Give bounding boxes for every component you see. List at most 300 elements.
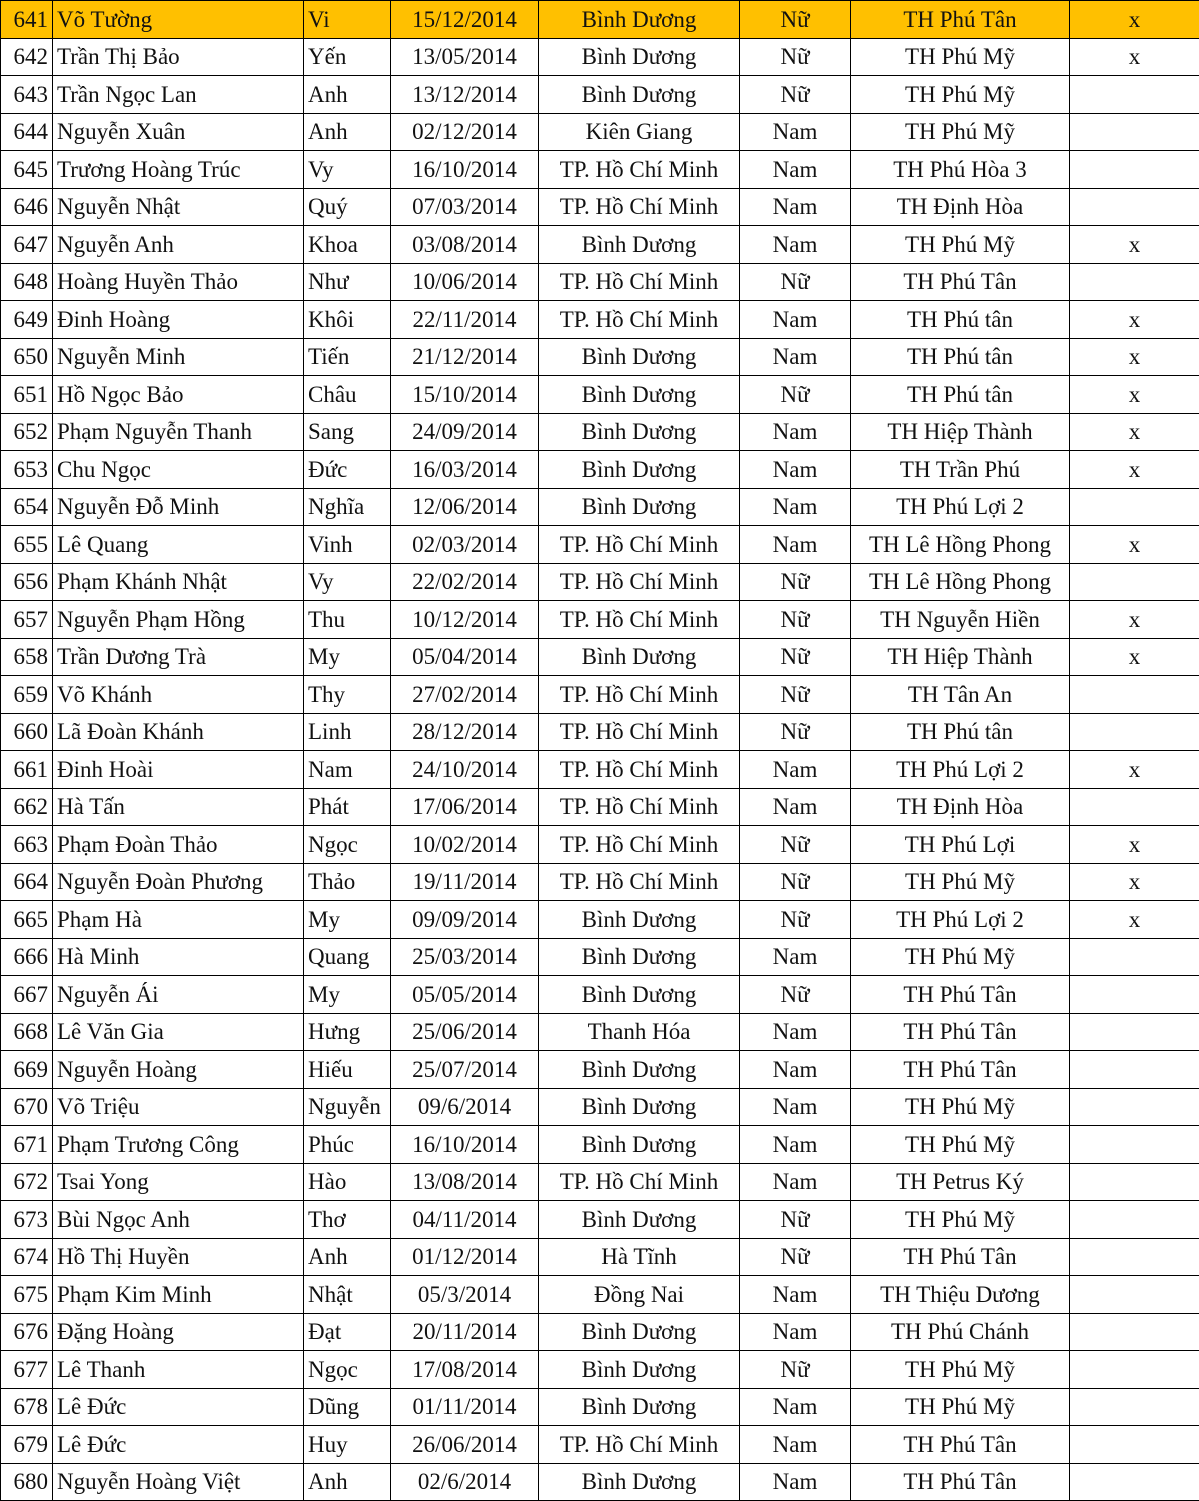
gender-cell[interactable]: Nam <box>740 1088 851 1126</box>
school-cell[interactable]: TH Phú Mỹ <box>851 1201 1070 1239</box>
surname-cell[interactable]: Lê Đức <box>53 1426 304 1464</box>
mark-cell[interactable] <box>1070 1126 1199 1164</box>
surname-cell[interactable]: Chu Ngọc <box>53 451 304 489</box>
birth-date-cell[interactable]: 16/10/2014 <box>391 151 539 189</box>
school-cell[interactable]: TH Phú Mỹ <box>851 113 1070 151</box>
row-number-cell[interactable]: 643 <box>1 76 53 114</box>
table-row[interactable] <box>1 901 1199 939</box>
given-name-cell[interactable]: My <box>304 638 391 676</box>
school-cell[interactable]: TH Phú Lợi 2 <box>851 488 1070 526</box>
gender-cell[interactable]: Nữ <box>740 376 851 414</box>
birth-date-cell[interactable]: 13/05/2014 <box>391 38 539 76</box>
birth-date-cell[interactable]: 09/6/2014 <box>391 1088 539 1126</box>
row-number-cell[interactable]: 658 <box>1 638 53 676</box>
gender-cell[interactable]: Nam <box>740 301 851 339</box>
row-number-cell[interactable]: 673 <box>1 1201 53 1239</box>
school-cell[interactable]: TH Phú Tân <box>851 1426 1070 1464</box>
surname-cell[interactable]: Hồ Thị Huyền <box>53 1238 304 1276</box>
school-cell[interactable]: TH Nguyễn Hiền <box>851 601 1070 639</box>
school-cell[interactable]: TH Phú Mỹ <box>851 1088 1070 1126</box>
birth-date-cell[interactable]: 02/03/2014 <box>391 526 539 564</box>
table-row[interactable] <box>1 1013 1199 1051</box>
gender-cell[interactable]: Nữ <box>740 826 851 864</box>
surname-cell[interactable]: Lê Đức <box>53 1388 304 1426</box>
given-name-cell[interactable]: Nhật <box>304 1276 391 1314</box>
table-row[interactable] <box>1 38 1199 76</box>
school-cell[interactable]: TH Phú Tân <box>851 1 1070 39</box>
school-cell[interactable]: TH Định Hòa <box>851 788 1070 826</box>
birth-date-cell[interactable]: 19/11/2014 <box>391 863 539 901</box>
given-name-cell[interactable]: My <box>304 901 391 939</box>
school-cell[interactable]: TH Phú Mỹ <box>851 76 1070 114</box>
birth-date-cell[interactable]: 02/6/2014 <box>391 1463 539 1501</box>
gender-cell[interactable]: Nữ <box>740 976 851 1014</box>
gender-cell[interactable]: Nam <box>740 1051 851 1089</box>
surname-cell[interactable]: Võ Triệu <box>53 1088 304 1126</box>
birth-place-cell[interactable]: TP. Hồ Chí Minh <box>539 863 740 901</box>
mark-cell[interactable] <box>1070 1276 1199 1314</box>
birth-date-cell[interactable]: 07/03/2014 <box>391 188 539 226</box>
mark-cell[interactable] <box>1070 113 1199 151</box>
mark-cell[interactable] <box>1070 563 1199 601</box>
surname-cell[interactable]: Nguyễn Hoàng <box>53 1051 304 1089</box>
birth-place-cell[interactable]: Hà Tĩnh <box>539 1238 740 1276</box>
surname-cell[interactable]: Nguyễn Ái <box>53 976 304 1014</box>
school-cell[interactable]: TH Lê Hồng Phong <box>851 563 1070 601</box>
birth-place-cell[interactable]: Bình Dương <box>539 226 740 264</box>
gender-cell[interactable]: Nam <box>740 488 851 526</box>
table-row[interactable] <box>1 188 1199 226</box>
school-cell[interactable]: TH Phú Mỹ <box>851 1126 1070 1164</box>
table-row[interactable] <box>1 338 1199 376</box>
mark-cell[interactable] <box>1070 1313 1199 1351</box>
row-number-cell[interactable]: 649 <box>1 301 53 339</box>
given-name-cell[interactable]: Anh <box>304 1238 391 1276</box>
given-name-cell[interactable]: Đạt <box>304 1313 391 1351</box>
row-number-cell[interactable]: 667 <box>1 976 53 1014</box>
birth-place-cell[interactable]: Bình Dương <box>539 488 740 526</box>
birth-date-cell[interactable]: 10/02/2014 <box>391 826 539 864</box>
surname-cell[interactable]: Trương Hoàng Trúc <box>53 151 304 189</box>
birth-date-cell[interactable]: 03/08/2014 <box>391 226 539 264</box>
school-cell[interactable]: TH Phú Lợi 2 <box>851 901 1070 939</box>
table-row[interactable] <box>1 976 1199 1014</box>
surname-cell[interactable]: Phạm Đoàn Thảo <box>53 826 304 864</box>
birth-place-cell[interactable]: Kiên Giang <box>539 113 740 151</box>
given-name-cell[interactable]: Nghĩa <box>304 488 391 526</box>
birth-date-cell[interactable]: 13/08/2014 <box>391 1163 539 1201</box>
row-number-cell[interactable]: 670 <box>1 1088 53 1126</box>
gender-cell[interactable]: Nữ <box>740 901 851 939</box>
row-number-cell[interactable]: 680 <box>1 1463 53 1501</box>
table-row[interactable] <box>1 676 1199 714</box>
row-number-cell[interactable]: 677 <box>1 1351 53 1389</box>
surname-cell[interactable]: Trần Dương Trà <box>53 638 304 676</box>
given-name-cell[interactable]: Vinh <box>304 526 391 564</box>
mark-cell[interactable] <box>1070 1426 1199 1464</box>
gender-cell[interactable]: Nữ <box>740 676 851 714</box>
birth-place-cell[interactable]: Bình Dương <box>539 1388 740 1426</box>
given-name-cell[interactable]: Huy <box>304 1426 391 1464</box>
birth-date-cell[interactable]: 22/02/2014 <box>391 563 539 601</box>
table-row[interactable] <box>1 788 1199 826</box>
row-number-cell[interactable]: 653 <box>1 451 53 489</box>
row-number-cell[interactable]: 661 <box>1 751 53 789</box>
table-row[interactable] <box>1 751 1199 789</box>
table-row[interactable] <box>1 1126 1199 1164</box>
gender-cell[interactable]: Nữ <box>740 713 851 751</box>
table-row[interactable] <box>1 301 1199 339</box>
birth-place-cell[interactable]: Bình Dương <box>539 1463 740 1501</box>
birth-date-cell[interactable]: 25/07/2014 <box>391 1051 539 1089</box>
mark-cell[interactable] <box>1070 1463 1199 1501</box>
birth-place-cell[interactable]: Bình Dương <box>539 638 740 676</box>
birth-place-cell[interactable]: Bình Dương <box>539 901 740 939</box>
table-row[interactable] <box>1 1088 1199 1126</box>
birth-place-cell[interactable]: TP. Hồ Chí Minh <box>539 526 740 564</box>
gender-cell[interactable]: Nam <box>740 1426 851 1464</box>
gender-cell[interactable]: Nam <box>740 226 851 264</box>
mark-cell[interactable]: x <box>1070 413 1199 451</box>
surname-cell[interactable]: Nguyễn Xuân <box>53 113 304 151</box>
mark-cell[interactable] <box>1070 1013 1199 1051</box>
table-row[interactable] <box>1 601 1199 639</box>
surname-cell[interactable]: Phạm Nguyễn Thanh <box>53 413 304 451</box>
given-name-cell[interactable]: Nam <box>304 751 391 789</box>
school-cell[interactable]: TH Phú Mỹ <box>851 938 1070 976</box>
row-number-cell[interactable]: 657 <box>1 601 53 639</box>
birth-date-cell[interactable]: 27/02/2014 <box>391 676 539 714</box>
mark-cell[interactable]: x <box>1070 526 1199 564</box>
surname-cell[interactable]: Nguyễn Minh <box>53 338 304 376</box>
table-row[interactable] <box>1 863 1199 901</box>
birth-date-cell[interactable]: 16/10/2014 <box>391 1126 539 1164</box>
surname-cell[interactable]: Phạm Kim Minh <box>53 1276 304 1314</box>
school-cell[interactable]: TH Phú Tân <box>851 1463 1070 1501</box>
birth-place-cell[interactable]: TP. Hồ Chí Minh <box>539 788 740 826</box>
row-number-cell[interactable]: 674 <box>1 1238 53 1276</box>
mark-cell[interactable]: x <box>1070 863 1199 901</box>
table-row[interactable] <box>1 488 1199 526</box>
surname-cell[interactable]: Bùi Ngọc Anh <box>53 1201 304 1239</box>
surname-cell[interactable]: Trần Thị Bảo <box>53 38 304 76</box>
school-cell[interactable]: TH Phú tân <box>851 338 1070 376</box>
given-name-cell[interactable]: Thu <box>304 601 391 639</box>
surname-cell[interactable]: Võ Khánh <box>53 676 304 714</box>
mark-cell[interactable]: x <box>1070 376 1199 414</box>
mark-cell[interactable]: x <box>1070 226 1199 264</box>
birth-date-cell[interactable]: 01/11/2014 <box>391 1388 539 1426</box>
table-row[interactable] <box>1 1463 1199 1501</box>
mark-cell[interactable]: x <box>1070 338 1199 376</box>
table-row[interactable] <box>1 1313 1199 1351</box>
birth-date-cell[interactable]: 10/06/2014 <box>391 263 539 301</box>
surname-cell[interactable]: Nguyễn Nhật <box>53 188 304 226</box>
birth-date-cell[interactable]: 28/12/2014 <box>391 713 539 751</box>
surname-cell[interactable]: Đinh Hoàng <box>53 301 304 339</box>
table-row[interactable] <box>1 938 1199 976</box>
gender-cell[interactable]: Nữ <box>740 601 851 639</box>
school-cell[interactable]: TH Phú tân <box>851 376 1070 414</box>
birth-place-cell[interactable]: TP. Hồ Chí Minh <box>539 301 740 339</box>
school-cell[interactable]: TH Phú tân <box>851 301 1070 339</box>
table-row[interactable] <box>1 526 1199 564</box>
table-row[interactable] <box>1 151 1199 189</box>
table-row[interactable] <box>1 1201 1199 1239</box>
birth-date-cell[interactable]: 02/12/2014 <box>391 113 539 151</box>
given-name-cell[interactable]: Anh <box>304 1463 391 1501</box>
gender-cell[interactable]: Nam <box>740 788 851 826</box>
given-name-cell[interactable]: Sang <box>304 413 391 451</box>
mark-cell[interactable]: x <box>1070 38 1199 76</box>
row-number-cell[interactable]: 678 <box>1 1388 53 1426</box>
gender-cell[interactable]: Nam <box>740 1463 851 1501</box>
birth-place-cell[interactable]: Thanh Hóa <box>539 1013 740 1051</box>
given-name-cell[interactable]: My <box>304 976 391 1014</box>
surname-cell[interactable]: Đinh Hoài <box>53 751 304 789</box>
table-row[interactable] <box>1 113 1199 151</box>
given-name-cell[interactable]: Anh <box>304 76 391 114</box>
given-name-cell[interactable]: Vy <box>304 563 391 601</box>
birth-date-cell[interactable]: 15/10/2014 <box>391 376 539 414</box>
given-name-cell[interactable]: Nguyễn <box>304 1088 391 1126</box>
mark-cell[interactable] <box>1070 1388 1199 1426</box>
mark-cell[interactable]: x <box>1070 901 1199 939</box>
birth-date-cell[interactable]: 05/04/2014 <box>391 638 539 676</box>
given-name-cell[interactable]: Vy <box>304 151 391 189</box>
given-name-cell[interactable]: Linh <box>304 713 391 751</box>
given-name-cell[interactable]: Châu <box>304 376 391 414</box>
mark-cell[interactable]: x <box>1070 638 1199 676</box>
surname-cell[interactable]: Nguyễn Phạm Hồng <box>53 601 304 639</box>
mark-cell[interactable] <box>1070 188 1199 226</box>
birth-place-cell[interactable]: TP. Hồ Chí Minh <box>539 676 740 714</box>
table-row[interactable] <box>1 1426 1199 1464</box>
birth-place-cell[interactable]: Bình Dương <box>539 1313 740 1351</box>
gender-cell[interactable]: Nam <box>740 113 851 151</box>
given-name-cell[interactable]: Quang <box>304 938 391 976</box>
birth-date-cell[interactable]: 17/06/2014 <box>391 788 539 826</box>
school-cell[interactable]: TH Thiệu Dương <box>851 1276 1070 1314</box>
surname-cell[interactable]: Hà Minh <box>53 938 304 976</box>
row-number-cell[interactable]: 652 <box>1 413 53 451</box>
birth-date-cell[interactable]: 17/08/2014 <box>391 1351 539 1389</box>
row-number-cell[interactable]: 676 <box>1 1313 53 1351</box>
table-row[interactable] <box>1 1051 1199 1089</box>
given-name-cell[interactable]: Khoa <box>304 226 391 264</box>
given-name-cell[interactable]: Thơ <box>304 1201 391 1239</box>
surname-cell[interactable]: Lê Quang <box>53 526 304 564</box>
mark-cell[interactable] <box>1070 1201 1199 1239</box>
surname-cell[interactable]: Nguyễn Đỗ Minh <box>53 488 304 526</box>
surname-cell[interactable]: Đặng Hoàng <box>53 1313 304 1351</box>
given-name-cell[interactable]: Tiến <box>304 338 391 376</box>
school-cell[interactable]: TH Phú Mỹ <box>851 226 1070 264</box>
birth-place-cell[interactable]: TP. Hồ Chí Minh <box>539 188 740 226</box>
given-name-cell[interactable]: Hưng <box>304 1013 391 1051</box>
table-row[interactable] <box>1 1276 1199 1314</box>
surname-cell[interactable]: Lê Văn Gia <box>53 1013 304 1051</box>
row-number-cell[interactable]: 675 <box>1 1276 53 1314</box>
surname-cell[interactable]: Phạm Hà <box>53 901 304 939</box>
school-cell[interactable]: TH Định Hòa <box>851 188 1070 226</box>
table-row[interactable] <box>1 76 1199 114</box>
mark-cell[interactable] <box>1070 1238 1199 1276</box>
mark-cell[interactable]: x <box>1070 301 1199 339</box>
given-name-cell[interactable]: Dũng <box>304 1388 391 1426</box>
birth-place-cell[interactable]: Bình Dương <box>539 1351 740 1389</box>
surname-cell[interactable]: Hồ Ngọc Bảo <box>53 376 304 414</box>
mark-cell[interactable] <box>1070 1051 1199 1089</box>
birth-date-cell[interactable]: 10/12/2014 <box>391 601 539 639</box>
surname-cell[interactable]: Hà Tấn <box>53 788 304 826</box>
row-number-cell[interactable]: 663 <box>1 826 53 864</box>
surname-cell[interactable]: Trần Ngọc Lan <box>53 76 304 114</box>
given-name-cell[interactable]: Như <box>304 263 391 301</box>
table-row[interactable] <box>1 1351 1199 1389</box>
birth-place-cell[interactable]: TP. Hồ Chí Minh <box>539 1426 740 1464</box>
school-cell[interactable]: TH Tân An <box>851 676 1070 714</box>
row-number-cell[interactable]: 660 <box>1 713 53 751</box>
gender-cell[interactable]: Nữ <box>740 263 851 301</box>
birth-place-cell[interactable]: Bình Dương <box>539 1 740 39</box>
birth-date-cell[interactable]: 13/12/2014 <box>391 76 539 114</box>
mark-cell[interactable] <box>1070 1163 1199 1201</box>
given-name-cell[interactable]: Anh <box>304 113 391 151</box>
school-cell[interactable]: TH Phú tân <box>851 713 1070 751</box>
surname-cell[interactable]: Nguyễn Đoàn Phương <box>53 863 304 901</box>
birth-date-cell[interactable]: 15/12/2014 <box>391 1 539 39</box>
table-row[interactable] <box>1 263 1199 301</box>
birth-date-cell[interactable]: 24/10/2014 <box>391 751 539 789</box>
birth-place-cell[interactable]: Bình Dương <box>539 338 740 376</box>
birth-place-cell[interactable]: Bình Dương <box>539 451 740 489</box>
gender-cell[interactable]: Nữ <box>740 1351 851 1389</box>
birth-date-cell[interactable]: 25/06/2014 <box>391 1013 539 1051</box>
birth-place-cell[interactable]: Bình Dương <box>539 1201 740 1239</box>
school-cell[interactable]: TH Hiệp Thành <box>851 638 1070 676</box>
birth-place-cell[interactable]: Bình Dương <box>539 976 740 1014</box>
row-number-cell[interactable]: 672 <box>1 1163 53 1201</box>
row-number-cell[interactable]: 647 <box>1 226 53 264</box>
gender-cell[interactable]: Nữ <box>740 1201 851 1239</box>
surname-cell[interactable]: Hoàng Huyền Thảo <box>53 263 304 301</box>
surname-cell[interactable]: Lã Đoàn Khánh <box>53 713 304 751</box>
gender-cell[interactable]: Nam <box>740 1388 851 1426</box>
birth-place-cell[interactable]: Bình Dương <box>539 413 740 451</box>
gender-cell[interactable]: Nam <box>740 1276 851 1314</box>
birth-date-cell[interactable]: 16/03/2014 <box>391 451 539 489</box>
school-cell[interactable]: TH Phú Mỹ <box>851 38 1070 76</box>
birth-place-cell[interactable]: Bình Dương <box>539 1126 740 1164</box>
school-cell[interactable]: TH Trần Phú <box>851 451 1070 489</box>
row-number-cell[interactable]: 644 <box>1 113 53 151</box>
birth-date-cell[interactable]: 01/12/2014 <box>391 1238 539 1276</box>
row-number-cell[interactable]: 645 <box>1 151 53 189</box>
birth-place-cell[interactable]: TP. Hồ Chí Minh <box>539 263 740 301</box>
row-number-cell[interactable]: 659 <box>1 676 53 714</box>
gender-cell[interactable]: Nam <box>740 526 851 564</box>
row-number-cell[interactable]: 641 <box>1 1 53 39</box>
given-name-cell[interactable]: Phúc <box>304 1126 391 1164</box>
mark-cell[interactable]: x <box>1070 1 1199 39</box>
surname-cell[interactable]: Lê Thanh <box>53 1351 304 1389</box>
given-name-cell[interactable]: Đức <box>304 451 391 489</box>
table-row[interactable] <box>1 226 1199 264</box>
gender-cell[interactable]: Nam <box>740 188 851 226</box>
gender-cell[interactable]: Nam <box>740 338 851 376</box>
birth-date-cell[interactable]: 24/09/2014 <box>391 413 539 451</box>
mark-cell[interactable] <box>1070 263 1199 301</box>
birth-place-cell[interactable]: Bình Dương <box>539 376 740 414</box>
gender-cell[interactable]: Nam <box>740 1126 851 1164</box>
birth-date-cell[interactable]: 26/06/2014 <box>391 1426 539 1464</box>
given-name-cell[interactable]: Quý <box>304 188 391 226</box>
gender-cell[interactable]: Nữ <box>740 38 851 76</box>
row-number-cell[interactable]: 666 <box>1 938 53 976</box>
row-number-cell[interactable]: 655 <box>1 526 53 564</box>
row-number-cell[interactable]: 668 <box>1 1013 53 1051</box>
row-number-cell[interactable]: 654 <box>1 488 53 526</box>
row-number-cell[interactable]: 646 <box>1 188 53 226</box>
gender-cell[interactable]: Nam <box>740 413 851 451</box>
mark-cell[interactable] <box>1070 1351 1199 1389</box>
school-cell[interactable]: TH Petrus Ký <box>851 1163 1070 1201</box>
birth-place-cell[interactable]: TP. Hồ Chí Minh <box>539 826 740 864</box>
gender-cell[interactable]: Nam <box>740 938 851 976</box>
given-name-cell[interactable]: Phát <box>304 788 391 826</box>
row-number-cell[interactable]: 669 <box>1 1051 53 1089</box>
birth-place-cell[interactable]: Bình Dương <box>539 938 740 976</box>
gender-cell[interactable]: Nam <box>740 1163 851 1201</box>
birth-date-cell[interactable]: 05/3/2014 <box>391 1276 539 1314</box>
school-cell[interactable]: TH Lê Hồng Phong <box>851 526 1070 564</box>
row-number-cell[interactable]: 671 <box>1 1126 53 1164</box>
table-row[interactable] <box>1 1238 1199 1276</box>
surname-cell[interactable]: Nguyễn Hoàng Việt <box>53 1463 304 1501</box>
table-row[interactable] <box>1 1388 1199 1426</box>
school-cell[interactable]: TH Phú Chánh <box>851 1313 1070 1351</box>
birth-place-cell[interactable]: Bình Dương <box>539 38 740 76</box>
table-row[interactable] <box>1 826 1199 864</box>
surname-cell[interactable]: Phạm Trương Công <box>53 1126 304 1164</box>
row-number-cell[interactable]: 648 <box>1 263 53 301</box>
gender-cell[interactable]: Nữ <box>740 563 851 601</box>
mark-cell[interactable]: x <box>1070 601 1199 639</box>
mark-cell[interactable] <box>1070 151 1199 189</box>
birth-place-cell[interactable]: TP. Hồ Chí Minh <box>539 151 740 189</box>
birth-date-cell[interactable]: 25/03/2014 <box>391 938 539 976</box>
surname-cell[interactable]: Nguyễn Anh <box>53 226 304 264</box>
table-row[interactable] <box>1 451 1199 489</box>
school-cell[interactable]: TH Phú Mỹ <box>851 1351 1070 1389</box>
gender-cell[interactable]: Nam <box>740 151 851 189</box>
gender-cell[interactable]: Nữ <box>740 76 851 114</box>
mark-cell[interactable] <box>1070 976 1199 1014</box>
given-name-cell[interactable]: Khôi <box>304 301 391 339</box>
mark-cell[interactable]: x <box>1070 751 1199 789</box>
mark-cell[interactable] <box>1070 676 1199 714</box>
birth-place-cell[interactable]: TP. Hồ Chí Minh <box>539 601 740 639</box>
birth-date-cell[interactable]: 22/11/2014 <box>391 301 539 339</box>
school-cell[interactable]: TH Phú Tân <box>851 1051 1070 1089</box>
school-cell[interactable]: TH Phú Mỹ <box>851 1388 1070 1426</box>
birth-place-cell[interactable]: TP. Hồ Chí Minh <box>539 563 740 601</box>
school-cell[interactable]: TH Phú Lợi 2 <box>851 751 1070 789</box>
given-name-cell[interactable]: Thy <box>304 676 391 714</box>
row-number-cell[interactable]: 651 <box>1 376 53 414</box>
birth-date-cell[interactable]: 05/05/2014 <box>391 976 539 1014</box>
